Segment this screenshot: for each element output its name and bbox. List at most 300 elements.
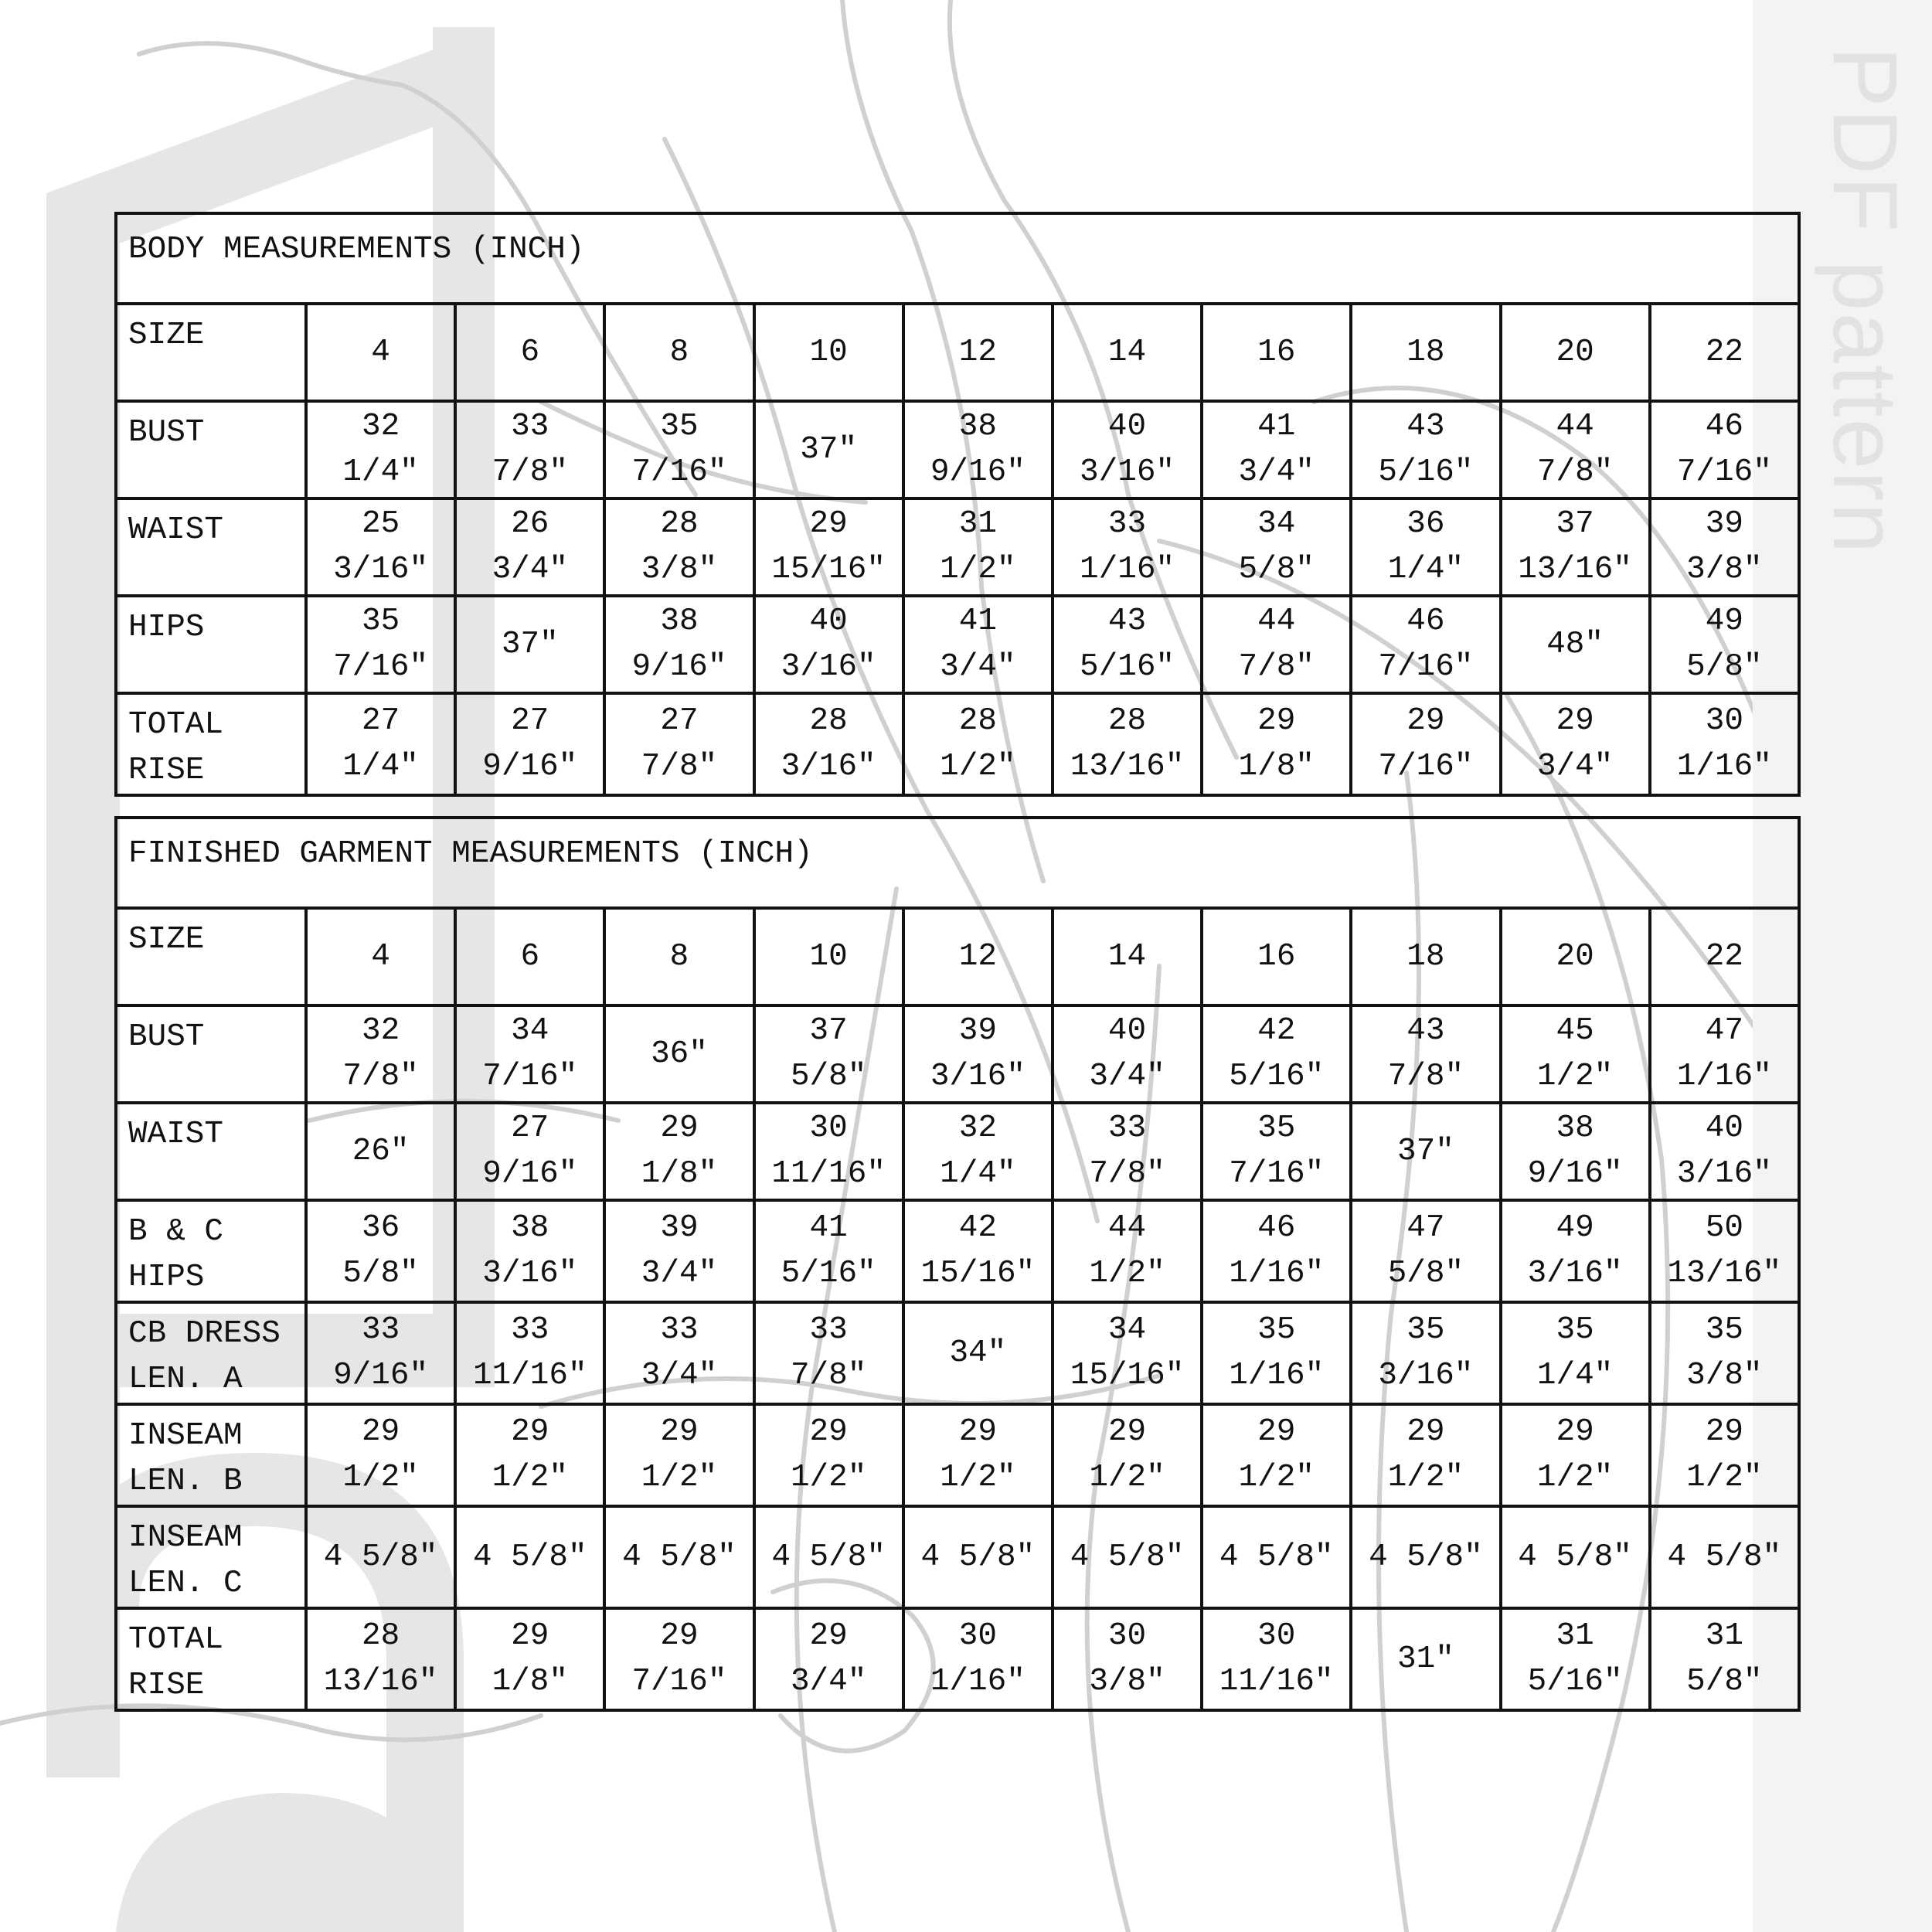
measurement-value: 9/16" [930,454,1026,490]
measurement-value: 35 [361,604,400,639]
measurement-value: 36" [651,1036,708,1072]
measurement-cell [903,1608,1053,1710]
row-label [116,1404,306,1506]
measurement-cell [455,693,604,795]
measurement-value: 5/8" [1238,552,1315,587]
measurement-cell [455,498,604,596]
measurement-cell [903,596,1053,693]
measurement-value: 9/16" [482,1156,578,1192]
row-label-line: LEN. C [128,1566,243,1601]
body-measurements-table [114,212,1801,797]
measurement-value: 3/8" [1686,552,1763,587]
measurement-value: 7/8" [342,1059,419,1094]
measurement-value: 15/16" [1070,1358,1185,1393]
measurement-cell [1202,693,1351,795]
size-header: 12 [903,304,1053,401]
measurement-value: 13/16" [323,1664,438,1699]
measurement-value: 4 5/8" [771,1539,886,1575]
row-label-line: WAIST [128,512,224,548]
measurement-value: 4 5/8" [472,1539,587,1575]
measurement-value: 47 [1406,1210,1445,1246]
measurement-value: 3/8" [641,552,718,587]
measurement-cell [1202,401,1351,498]
measurement-cell [306,1200,455,1302]
measurement-value: 44 [1257,604,1296,639]
measurement-value: 3/4" [1238,454,1315,490]
measurement-value: 1/4" [342,749,419,784]
measurement-cell [903,498,1053,596]
measurement-value: 29 [660,1111,699,1146]
measurement-value: 4 5/8" [323,1539,438,1575]
measurement-cell [1202,1506,1351,1608]
measurement-cell [1351,1005,1500,1103]
measurement-cell [754,1506,903,1608]
measurement-cell [1202,498,1351,596]
measurement-cell [604,1302,753,1404]
measurement-value: 29 [1257,703,1296,739]
measurement-value: 32 [958,1111,997,1146]
measurement-value: 4 5/8" [1667,1539,1782,1575]
measurement-value: 29 [1107,1414,1147,1450]
measurement-value: 29 [511,1618,549,1654]
measurement-value: 29 [958,1414,997,1450]
measurement-cell [903,1506,1053,1608]
measurement-value: 33 [1107,506,1147,542]
measurement-cell [754,596,903,693]
measurement-value: 33 [1107,1111,1147,1146]
measurement-cell [306,498,455,596]
measurement-cell [1501,1608,1650,1710]
row-label [116,1506,306,1608]
measurement-value: 5/8" [342,1256,419,1291]
measurement-cell [455,1608,604,1710]
measurement-value: 3/4" [940,649,1016,685]
measurement-value: 3/8" [1686,1358,1763,1393]
measurement-value: 4 5/8" [1070,1539,1185,1575]
measurement-value: 1/16" [1676,1059,1772,1094]
measurement-value: 1/2" [641,1460,718,1495]
size-header: 22 [1650,908,1799,1005]
measurement-value: 1/16" [930,1664,1026,1699]
measurement-cell [1202,1200,1351,1302]
measurement-value: 29 [1406,703,1445,739]
measurement-value: 5/16" [1080,649,1175,685]
measurement-value: 1/2" [790,1460,867,1495]
measurement-value: 29 [1556,1414,1594,1450]
measurement-value: 7/16" [631,1664,727,1699]
measurement-value: 1/4" [1536,1358,1614,1393]
measurement-value: 29 [1406,1414,1445,1450]
measurement-cell [306,401,455,498]
row-label-line: RISE [128,1668,205,1703]
measurement-value: 25 [361,506,400,542]
measurement-value: 1/2" [1238,1460,1315,1495]
measurement-value: 28 [809,703,848,739]
measurement-cell [306,1103,455,1200]
measurement-cell [1053,1608,1202,1710]
measurement-cell [1202,1005,1351,1103]
measurement-value: 31 [958,506,997,542]
measurement-value: 5/8" [1686,1664,1763,1699]
measurement-value: 1/2" [1536,1460,1614,1495]
measurement-cell [604,498,753,596]
measurement-cell [604,596,753,693]
measurement-cell [1202,596,1351,693]
row-label [116,1005,306,1103]
row-label-line: HIPS [128,610,205,645]
measurement-value: 29 [660,1618,699,1654]
measurement-value: 33 [809,1312,848,1348]
measurement-value: 39 [958,1013,997,1049]
measurement-value: 35 [660,409,699,444]
measurement-value: 1/2" [940,749,1016,784]
measurement-value: 44 [1107,1210,1147,1246]
measurement-value: 5/16" [1527,1664,1623,1699]
table-row [116,1103,1799,1200]
measurement-value: 29 [511,1414,549,1450]
measurement-value: 41 [958,604,997,639]
measurement-value: 37" [800,431,858,468]
measurement-value: 9/16" [333,1358,429,1393]
measurement-cell [604,1005,753,1103]
measurement-value: 3/4" [641,1256,718,1291]
measurement-value: 33 [660,1312,699,1348]
measurement-cell [1202,1608,1351,1710]
size-header: 4 [306,304,455,401]
measurement-cell [1650,1404,1799,1506]
measurement-cell [1501,1404,1650,1506]
measurement-value: 15/16" [771,552,886,587]
table-row [116,1608,1799,1710]
measurement-cell [306,1302,455,1404]
measurement-value: 4 5/8" [1219,1539,1334,1575]
measurement-value: 29 [660,1414,699,1450]
measurement-cell [1202,1302,1351,1404]
measurement-value: 35 [1556,1312,1594,1348]
measurement-value: 40 [809,604,848,639]
row-label-line: INSEAM [128,1418,243,1454]
measurement-cell [1501,1302,1650,1404]
measurement-value: 1/2" [940,1460,1016,1495]
measurement-value: 46 [1705,409,1743,444]
measurement-value: 30 [809,1111,848,1146]
measurement-value: 7/16" [631,454,727,490]
measurement-value: 1/2" [1536,1059,1614,1094]
measurement-value: 42 [958,1210,997,1246]
measurement-value: 30 [1705,703,1743,739]
row-label-line: RISE [128,753,205,788]
measurement-cell [1351,1200,1500,1302]
measurement-value: 1/8" [1238,749,1315,784]
table-row [116,498,1799,596]
measurement-cell [903,1200,1053,1302]
measurement-cell [306,1404,455,1506]
measurement-cell [1053,1103,1202,1200]
measurement-cell [1650,1302,1799,1404]
measurement-cell [604,693,753,795]
size-header: 20 [1501,908,1650,1005]
measurement-value: 5/16" [1378,454,1474,490]
measurement-cell [1053,498,1202,596]
measurement-value: 35 [1257,1111,1296,1146]
measurement-rows [116,401,1799,795]
measurement-value: 5/16" [1229,1059,1325,1094]
measurement-cell [455,1302,604,1404]
measurement-cell [1501,596,1650,693]
measurement-cell [754,498,903,596]
size-header: 16 [1202,304,1351,401]
measurement-value: 31" [1397,1641,1454,1677]
measurement-value: 5/8" [790,1059,867,1094]
measurement-value: 1/2" [1686,1460,1763,1495]
measurement-cell [1650,1506,1799,1608]
measurement-value: 44 [1556,409,1594,444]
size-header: 14 [1053,908,1202,1005]
measurement-value: 3/16" [930,1059,1026,1094]
measurement-value: 31 [1705,1618,1743,1654]
size-header: 18 [1351,304,1500,401]
measurement-cell [455,401,604,498]
measurement-value: 32 [361,409,400,444]
measurement-cell [306,693,455,795]
measurement-value: 33 [511,409,549,444]
measurement-value: 1/16" [1229,1256,1325,1291]
table-row [116,1404,1799,1506]
measurement-value: 35 [1406,1312,1445,1348]
measurement-value: 3/16" [333,552,429,587]
measurement-value: 3/4" [790,1664,867,1699]
measurement-value: 46 [1257,1210,1296,1246]
measurement-value: 1/8" [641,1156,718,1192]
measurement-value: 15/16" [920,1256,1036,1291]
measurement-value: 31 [1556,1618,1594,1654]
watermark-pdf-pattern: PDF pattern [1814,46,1916,556]
measurement-cell [1053,1302,1202,1404]
measurement-cell [1053,596,1202,693]
measurement-cell [455,1200,604,1302]
measurement-value: 39 [1705,506,1743,542]
measurement-cell [455,1404,604,1506]
table-title-row [116,213,1799,304]
size-header: 8 [604,908,753,1005]
measurement-cell [604,1608,753,1710]
measurement-value: 3/16" [1080,454,1175,490]
size-header: 12 [903,908,1053,1005]
measurement-cell [306,1608,455,1710]
measurement-cell [1501,693,1650,795]
row-label-line: TOTAL [128,1622,224,1658]
size-header: 6 [455,908,604,1005]
measurement-cell [903,1103,1053,1200]
measurement-value: 29 [809,1618,848,1654]
measurement-value: 7/16" [482,1059,578,1094]
measurement-cell [1501,1005,1650,1103]
measurement-cell [1351,1404,1500,1506]
size-header: 16 [1202,908,1351,1005]
measurement-value: 1/16" [1080,552,1175,587]
measurement-value: 35 [1705,1312,1743,1348]
measurement-value: 7/16" [1676,454,1772,490]
measurement-cell [1501,1200,1650,1302]
measurement-cell [1351,498,1500,596]
table-row [116,693,1799,795]
measurement-cell [1351,693,1500,795]
size-header-row [116,908,1799,1005]
size-header-label: SIZE [116,908,306,1005]
measurement-value: 11/16" [1219,1664,1334,1699]
measurement-cell [1650,498,1799,596]
measurement-value: 7/8" [1089,1156,1165,1192]
measurement-cell [455,1005,604,1103]
measurement-value: 7/16" [333,649,429,685]
measurement-value: 27 [361,703,400,739]
measurement-value: 41 [1257,409,1296,444]
row-label-line: LEN. A [128,1362,243,1397]
measurement-value: 36 [1406,506,1445,542]
measurement-value: 1/2" [492,1460,568,1495]
measurement-value: 37 [1556,506,1594,542]
measurement-value: 13/16" [1070,749,1185,784]
measurement-value: 3/16" [482,1256,578,1291]
measurement-value: 1/4" [1387,552,1464,587]
table-title-row [116,818,1799,908]
measurement-cell [903,1302,1053,1404]
measurement-cell [1650,693,1799,795]
measurement-value: 40 [1705,1111,1743,1146]
row-label [116,1302,306,1404]
measurement-value: 1/2" [1089,1256,1165,1291]
measurement-value: 38 [1556,1111,1594,1146]
measurement-value: 38 [958,409,997,444]
row-label-line: BUST [128,1019,205,1055]
size-header: 14 [1053,304,1202,401]
measurement-value: 4 5/8" [1518,1539,1632,1575]
measurement-value: 50 [1705,1210,1743,1246]
measurement-cell [604,1506,753,1608]
measurement-value: 3/4" [1089,1059,1165,1094]
measurement-value: 1/2" [940,552,1016,587]
table-row [116,596,1799,693]
measurement-value: 11/16" [771,1156,886,1192]
measurement-cell [903,1404,1053,1506]
measurement-value: 4 5/8" [920,1539,1036,1575]
measurement-value: 43 [1406,409,1445,444]
garment-measurements-table [114,816,1801,1712]
measurement-cell [754,693,903,795]
measurement-cell [1202,1404,1351,1506]
measurement-value: 34 [511,1013,549,1049]
measurement-cell [1650,596,1799,693]
measurement-cell [1501,1103,1650,1200]
measurement-value: 7/8" [790,1358,867,1393]
measurement-value: 3/4" [1536,749,1614,784]
measurement-value: 43 [1406,1013,1445,1049]
measurement-value: 29 [809,1414,848,1450]
measurement-cell [754,401,903,498]
table-row [116,1200,1799,1302]
measurement-cell [1351,1103,1500,1200]
measurement-cell [1650,1005,1799,1103]
row-label-line: CB DRESS [128,1316,281,1352]
measurement-value: 1/2" [1387,1460,1464,1495]
measurement-cell [903,1005,1053,1103]
table-row [116,401,1799,498]
measurement-value: 34 [1107,1312,1147,1348]
measurement-value: 5/8" [1387,1256,1464,1291]
row-label-line: BUST [128,415,205,451]
measurement-value: 35 [1257,1312,1296,1348]
measurement-cell [1351,596,1500,693]
measurement-value: 4 5/8" [1369,1539,1483,1575]
measurement-cell [1650,401,1799,498]
measurement-value: 45 [1556,1013,1594,1049]
measurement-value: 3/4" [492,552,568,587]
row-label-line: LEN. B [128,1464,243,1499]
measurement-value: 26" [352,1133,410,1169]
measurement-value: 33 [361,1312,400,1348]
measurement-cell [604,401,753,498]
measurement-value: 38 [511,1210,549,1246]
measurement-value: 42 [1257,1013,1296,1049]
table-row [116,1005,1799,1103]
measurement-value: 33 [511,1312,549,1348]
row-label-line: HIPS [128,1260,205,1295]
measurement-cell [1650,1200,1799,1302]
size-header: 18 [1351,908,1500,1005]
measurement-value: 7/8" [1387,1059,1464,1094]
measurement-cell [1053,693,1202,795]
size-header: 20 [1501,304,1650,401]
measurement-value: 11/16" [472,1358,587,1393]
measurement-cell [1650,1103,1799,1200]
measurement-value: 1/8" [492,1664,568,1699]
measurement-value: 1/16" [1229,1358,1325,1393]
size-header: 10 [754,304,903,401]
row-label-line: INSEAM [128,1520,243,1556]
table-row [116,1302,1799,1404]
measurement-cell [455,1103,604,1200]
measurement-value: 7/16" [1378,649,1474,685]
measurement-value: 32 [361,1013,400,1049]
measurement-cell [1351,1506,1500,1608]
measurement-value: 3/16" [1676,1156,1772,1192]
measurement-value: 30 [1107,1618,1147,1654]
measurement-cell [1501,1506,1650,1608]
measurement-cell [754,1005,903,1103]
measurement-cell [754,1608,903,1710]
measurement-value: 29 [1556,703,1594,739]
measurement-value: 7/8" [1238,649,1315,685]
measurement-cell [1351,1302,1500,1404]
measurement-value: 1/4" [342,454,419,490]
measurement-value: 1/4" [940,1156,1016,1192]
row-label-line: B & C [128,1214,224,1250]
measurement-value: 48" [1546,626,1604,662]
measurement-cell [1202,1103,1351,1200]
measurement-value: 9/16" [482,749,578,784]
measurement-value: 27 [511,703,549,739]
measurement-value: 30 [958,1618,997,1654]
measurement-cell [604,1404,753,1506]
measurement-cell [604,1200,753,1302]
measurement-value: 27 [660,703,699,739]
measurement-value: 34" [949,1335,1007,1371]
measurement-value: 4 5/8" [622,1539,736,1575]
measurement-value: 1/2" [1089,1460,1165,1495]
measurement-value: 3/16" [781,749,876,784]
measurement-value: 13/16" [1667,1256,1782,1291]
row-label-line: WAIST [128,1117,224,1152]
